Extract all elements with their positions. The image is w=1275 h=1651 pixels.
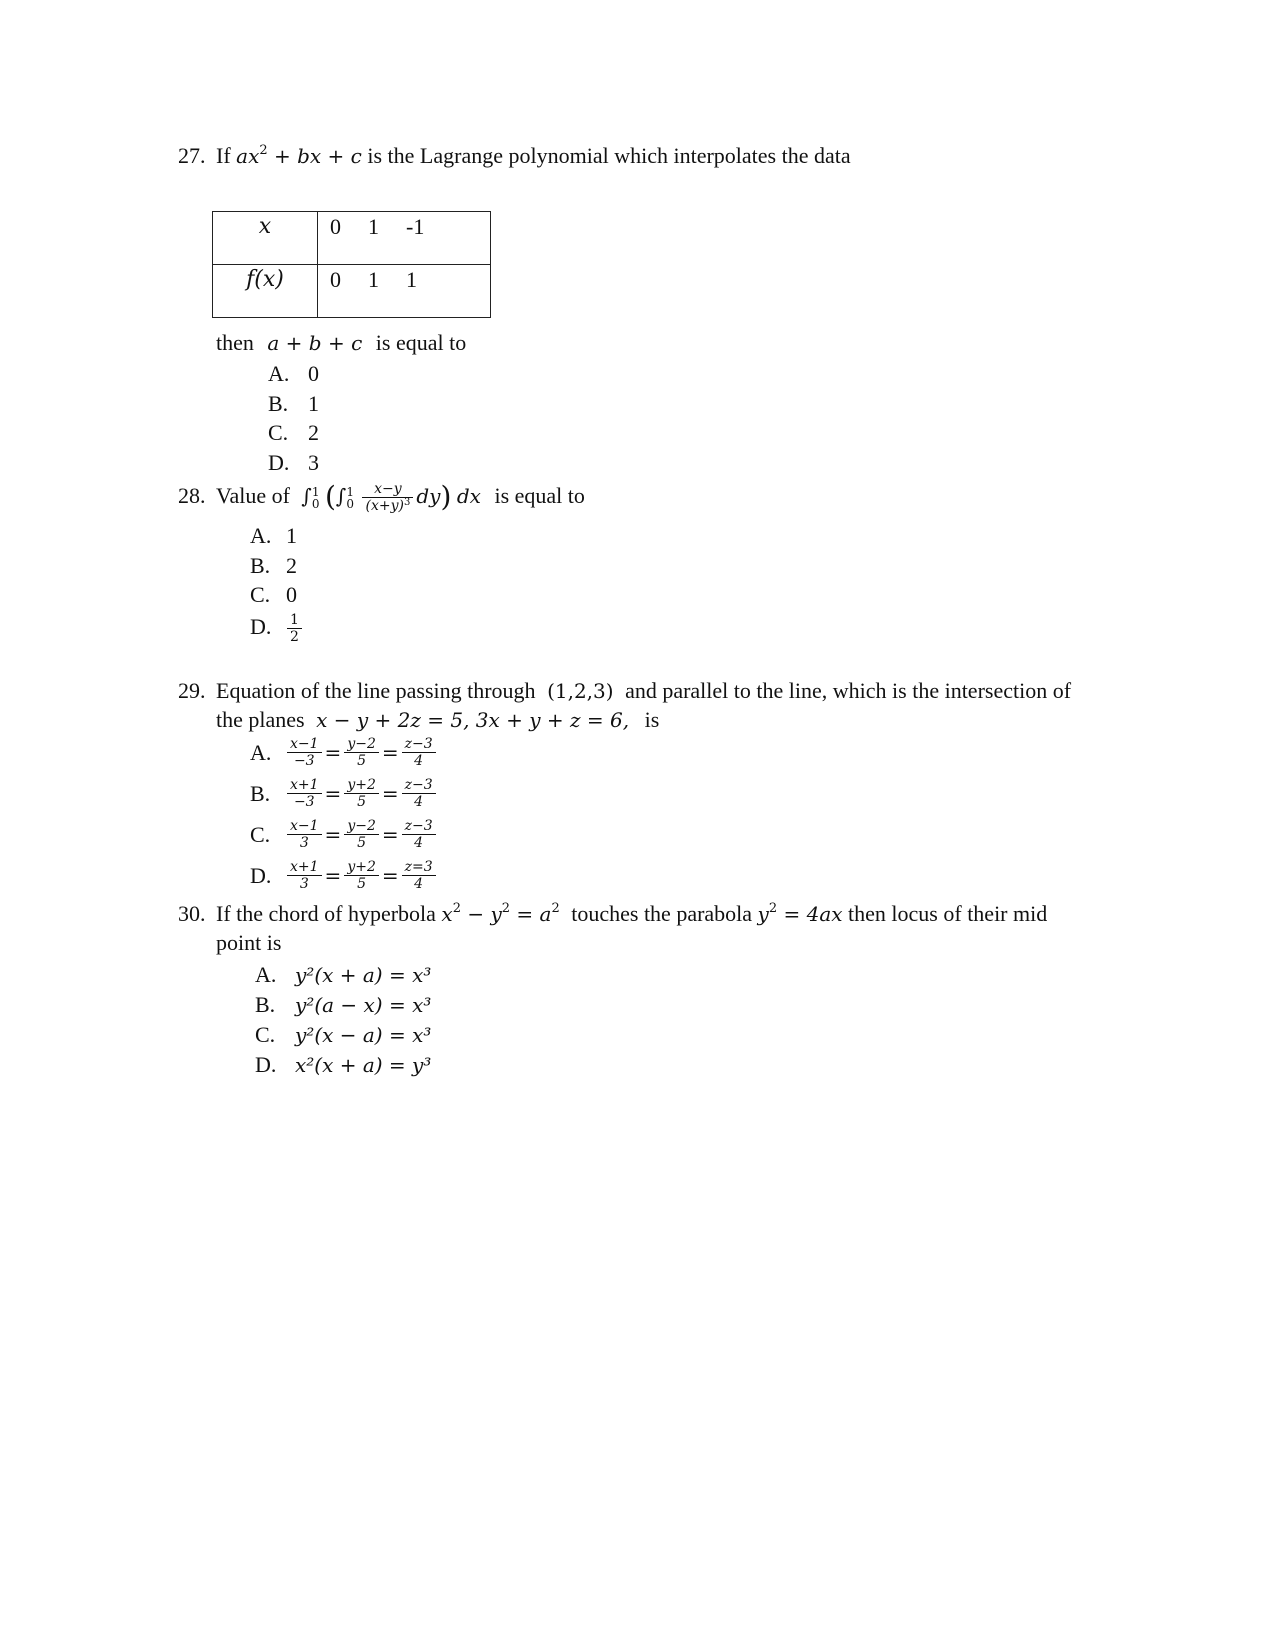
fraction-denominator: −3: [293, 753, 315, 770]
table-cell: 1: [368, 267, 379, 292]
option-letter: A.: [268, 361, 290, 386]
q27-number: 27.: [178, 143, 206, 168]
option-letter: D.: [250, 613, 272, 639]
q30-option-b[interactable]: [255, 990, 431, 1020]
q27-then-post: is equal to: [375, 330, 467, 355]
q29-planes: x − y + 2z = 5, 3x + y + z = 6,: [316, 708, 630, 732]
option-letter: C.: [250, 582, 271, 607]
fraction-numerator: z−3: [402, 777, 436, 794]
q30-option-a[interactable]: [255, 960, 431, 990]
q28-number: 28.: [178, 483, 206, 508]
q29-stem-post: and parallel to the line, which is the intersection of: [625, 678, 1072, 703]
q30-parabola: $y^2 = 4ax$: [757, 901, 843, 926]
option-value: [287, 612, 302, 645]
q29-option-a[interactable]: A. $\frac{x-1}{-3}$ = $\frac{y-2}{5}$ = $\frac{z-3}{4}$: [250, 736, 439, 777]
q28-option-c[interactable]: [250, 580, 305, 610]
fraction-numerator: x−1: [287, 736, 322, 753]
fraction-denominator: 5: [357, 876, 367, 893]
q30-number: 30.: [178, 901, 206, 926]
q29-point: (1,2,3): [547, 679, 614, 703]
q28-option-a[interactable]: [250, 521, 305, 551]
fraction-denominator: −3: [293, 794, 315, 811]
option-letter: A.: [250, 739, 272, 765]
fraction-denominator: 3: [299, 835, 309, 852]
q29-stem-line2-post: is: [644, 707, 660, 732]
q28-stem-pre: Value of: [216, 483, 290, 508]
fraction-denominator: 5: [357, 794, 367, 811]
fraction-denominator: 4: [414, 794, 424, 811]
fraction-denominator: 5: [357, 835, 367, 852]
q29-stem-pre: Equation of the line passing through: [216, 678, 536, 703]
q27-stem-post: is the Lagrange polynomial which interpolates the data: [367, 143, 851, 168]
option-value: 0: [308, 361, 319, 386]
q29-option-c[interactable]: C. $\frac{x-1}{3}$ = $\frac{y-2}{5}$ = $\frac{z-3}{4}$: [250, 818, 439, 859]
q29-stem-line2: [216, 707, 659, 733]
option-value: 0: [286, 582, 297, 607]
q30-hyperbola: $x^2 - y^2 = a^2$: [441, 901, 560, 926]
option-letter: B.: [250, 780, 271, 806]
option-letter: B.: [250, 552, 271, 578]
q30-stem-mid: touches the parabola: [571, 901, 753, 926]
option-value: y²(x − a) = x³: [295, 1023, 432, 1047]
q27-then-expr: a + b + c: [267, 331, 363, 355]
fraction-denominator: 3: [299, 876, 309, 893]
option-letter: D.: [255, 1052, 277, 1077]
q27-options: [268, 359, 319, 477]
option-value: x²(x + a) = y³: [295, 1053, 432, 1077]
q29-options: [250, 736, 439, 900]
q28-stem: [178, 478, 585, 515]
fraction-numerator: x−1: [287, 818, 322, 835]
fraction-denominator: 2: [290, 628, 299, 645]
option-value: y²(a − x) = x³: [295, 993, 432, 1017]
q29-stem-line2-pre: the planes: [216, 707, 305, 732]
fraction-numerator: x+1: [287, 859, 322, 876]
fraction-numerator: y+2: [344, 777, 379, 794]
q30-stem-post: then locus of their mid: [848, 901, 1048, 926]
option-letter: C.: [255, 1022, 276, 1047]
q28-option-b[interactable]: [250, 551, 305, 581]
q28-option-d[interactable]: [250, 612, 305, 646]
q27-stem-pre: If: [216, 143, 231, 168]
q27-then-pre: then: [216, 330, 254, 355]
q27-option-a[interactable]: [268, 359, 319, 389]
option-letter: C.: [268, 420, 289, 445]
fraction-numerator: z=3: [402, 859, 436, 876]
option-value: y²(x + a) = x³: [295, 963, 432, 987]
q30-stem-pre: If the chord of hyperbola: [216, 901, 436, 926]
fraction-numerator: y−2: [344, 818, 379, 835]
q27-option-d[interactable]: [268, 448, 319, 478]
option-letter: C.: [250, 821, 271, 847]
table-cell: 0: [330, 214, 341, 239]
q29-stem-line1: [178, 678, 1071, 704]
option-letter: D.: [268, 449, 290, 475]
option-letter: A.: [255, 962, 277, 987]
q27-option-c[interactable]: [268, 418, 319, 448]
q29-option-b[interactable]: B. $\frac{x+1}{-3}$ = $\frac{y+2}{5}$ = $\frac{z-3}{4}$: [250, 777, 439, 818]
option-value: 2: [286, 552, 297, 578]
q27-option-b[interactable]: [268, 389, 319, 419]
option-letter: B.: [255, 992, 276, 1017]
q28-integral: ∫ 1 0 (∫ 1 0 $\frac{x-y}{(x+y)^3}$ dy) dx: [301, 480, 481, 515]
interpolation-table: [212, 211, 491, 318]
q28-options: [250, 521, 305, 645]
fraction-numerator: y−2: [344, 736, 379, 753]
option-value: 1: [308, 390, 319, 416]
fraction-denominator: 5: [357, 753, 367, 770]
q29-number: 29.: [178, 678, 206, 703]
table-head-x: x: [213, 212, 318, 265]
table-row-fx: [318, 265, 491, 318]
q30-option-c[interactable]: [255, 1020, 431, 1050]
fraction-numerator: 1: [287, 612, 302, 629]
table-cell: 1: [368, 214, 379, 239]
option-value: 1: [286, 523, 297, 548]
fraction-numerator: z−3: [402, 736, 436, 753]
q28-stem-post: is equal to: [494, 483, 585, 508]
option-letter: A.: [250, 523, 272, 548]
fraction-numerator: z−3: [402, 818, 436, 835]
option-value: 3: [308, 449, 319, 475]
q27-then: [216, 330, 466, 356]
table-head-fx: f(x): [213, 265, 318, 318]
option-letter: B.: [268, 390, 289, 416]
q27-stem: [178, 143, 851, 169]
table-cell: 0: [330, 267, 341, 292]
q27-polynomial: $ax^2$ + bx + c: [236, 143, 362, 168]
table-cell: -1: [406, 214, 425, 239]
q30-stem-line1: [178, 901, 1047, 927]
fraction-numerator: y+2: [344, 859, 379, 876]
fraction-numerator: x+1: [287, 777, 322, 794]
option-letter: D.: [250, 862, 272, 888]
q30-option-d[interactable]: [255, 1050, 431, 1080]
q30-stem-line2: point is: [216, 930, 282, 955]
fraction-denominator: 4: [414, 753, 424, 770]
fraction-denominator: 4: [414, 835, 424, 852]
option-value: 2: [308, 420, 319, 445]
fraction-denominator: 4: [414, 876, 424, 893]
q29-option-d[interactable]: D. $\frac{x+1}{3}$ = $\frac{y+2}{5}$ = $\frac{z=3}{4}$: [250, 859, 439, 900]
table-cell: 1: [406, 267, 417, 292]
table-row-x: [318, 212, 491, 265]
q30-options: [255, 960, 431, 1080]
